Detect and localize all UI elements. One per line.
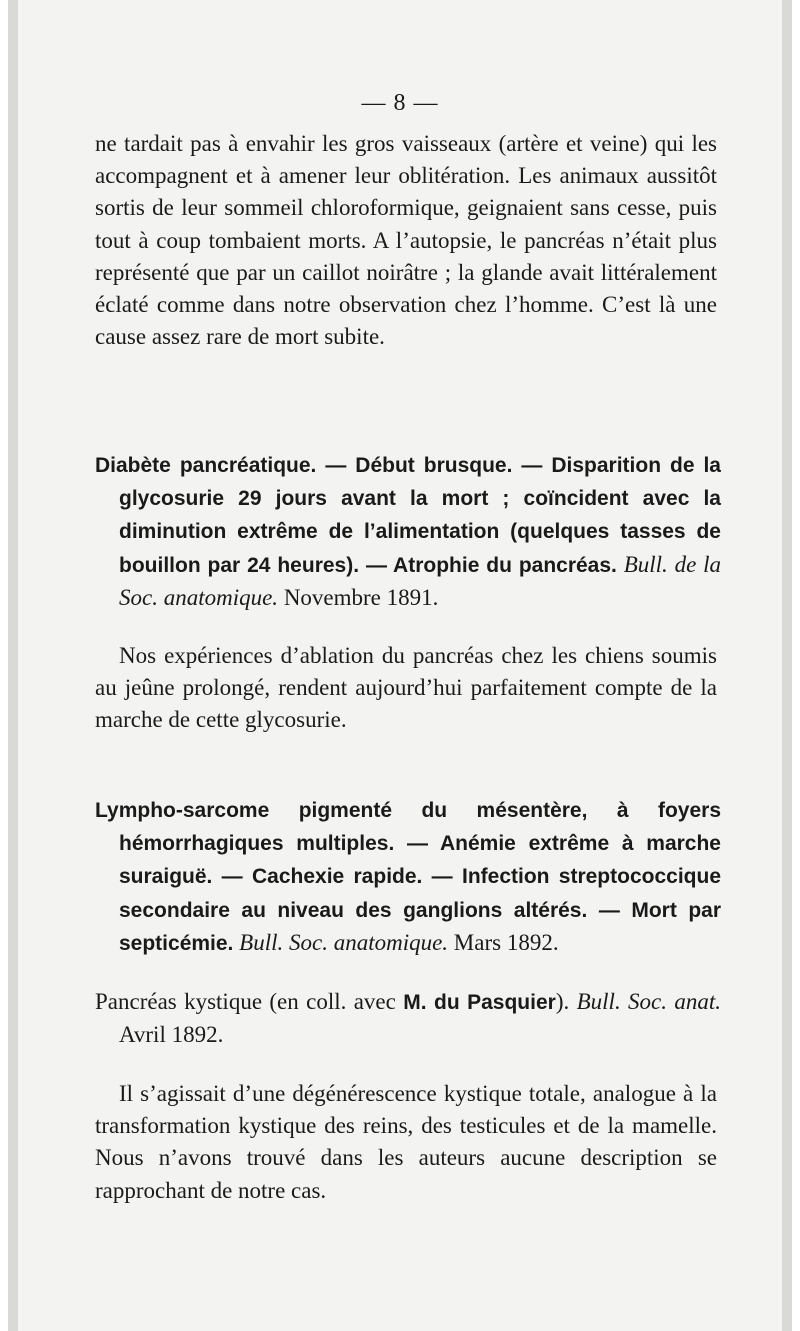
entry-pancreas-kystique <box>95 986 721 1051</box>
page-number: — 8 — <box>361 90 439 116</box>
entry-source: Bull. Soc. anatomique. <box>239 929 449 955</box>
entry-heading-bold: M. du Pasquier <box>403 991 556 1014</box>
entry-date: Avril 1892. <box>119 1022 224 1048</box>
document-page <box>8 0 792 1331</box>
entry-heading: Diabète pancréatique. — Début brusque. — Disparition de la glycosurie 29 jours avant la mort ; coïncident avec la diminution extrême de l’alimentation (quelques tasses de bouillon par 24 heures). — Atrophie du pancréas. <box>95 454 721 577</box>
paragraph-experiences: Nos expériences d’ablation du pancréas chez les chiens soumis au jeûne prolongé, rendent aujourd’hui parfaitement compte de la marche de cette glycosurie. <box>95 643 717 733</box>
paragraph-autopsy: ne tardait pas à envahir les gros vaisseaux (artère et veine) qui les accompagnent et à amener leur oblitération. Les animaux aussitôt sortis de leur sommeil chloroformique, geignaient sans cesse, puis tout à coup tombaient morts. A l’autopsie, le pancréas n’était plus représenté que par un caillot noirâtre ; la glande avait littéralement éclaté comme dans notre observation chez l’homme. C’est là une cause assez rare de mort subite. <box>95 131 717 350</box>
entry-heading-end: ). <box>555 989 570 1014</box>
entry-source: Bull. Soc. anat. <box>576 989 722 1014</box>
entry-date: Mars 1892. <box>448 929 559 955</box>
entry-diabete-pancreatique <box>95 449 721 614</box>
entry-heading-plain: Pancréas kystique (en coll. avec <box>95 989 404 1014</box>
page-edge-right <box>782 0 792 1331</box>
page-edge-left <box>8 0 18 1331</box>
entry-source: Bull. de la Soc. anatomique. <box>119 551 721 610</box>
entry-date: Novembre 1891. <box>278 584 439 610</box>
paragraph-degenerescence: Il s’agissait d’une dégénérescence kystique totale, analogue à la transformation kystique des reins, des testicules et de la mamelle. Nous n’avons trouvé dans les auteurs aucune description se rapprochant de notre cas. <box>95 1081 717 1203</box>
entry-heading: Lympho-sarcome pigmenté du mésentère, à foyers hémorrhagiques multiples. — Anémie extrême à marche suraiguë. — Cachexie rapide. — Infection streptococcique secondaire au niveau des ganglions altérés. — Mort par septicémie. <box>95 799 721 955</box>
entry-lympho-sarcome <box>95 794 721 960</box>
